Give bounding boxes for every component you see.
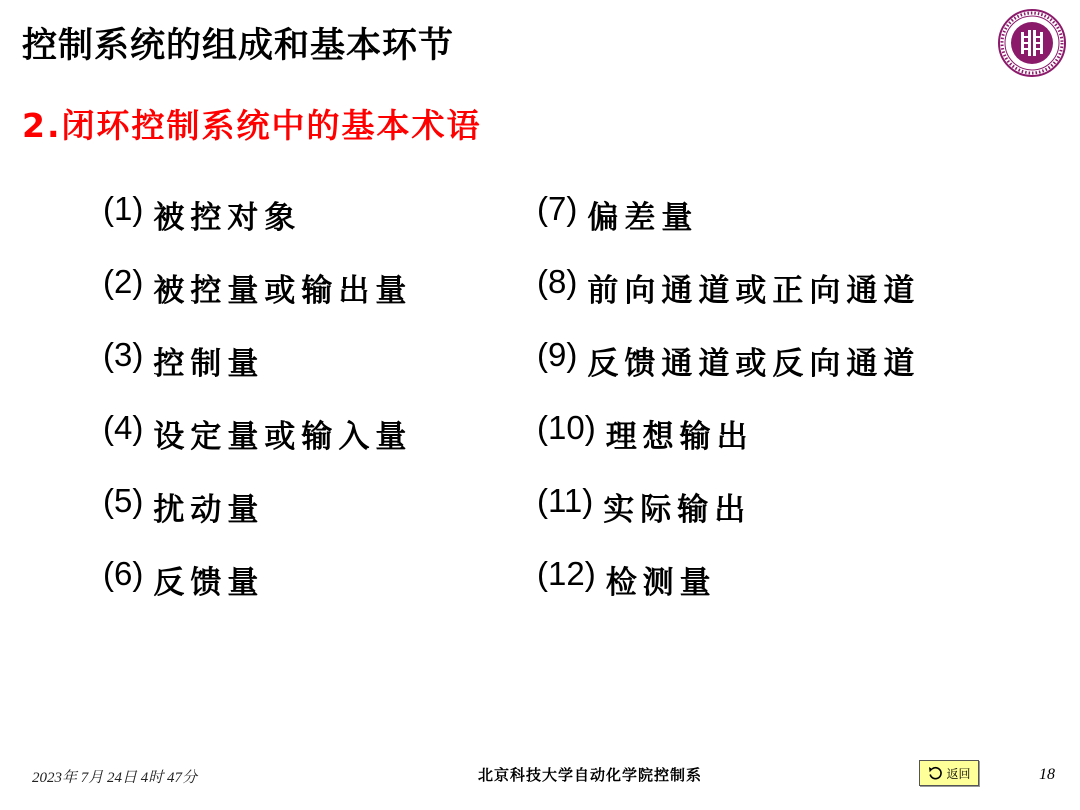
term-item bbox=[537, 190, 920, 263]
term-item bbox=[537, 555, 920, 628]
term-label: 反馈通道或反向通道 bbox=[587, 346, 921, 382]
term-number: (12) bbox=[537, 555, 596, 592]
term-item bbox=[537, 336, 920, 409]
term-number: (11) bbox=[537, 482, 594, 519]
term-number: (9) bbox=[537, 336, 578, 373]
term-number: (10) bbox=[537, 409, 596, 446]
term-label: 控制量 bbox=[153, 346, 265, 382]
term-item bbox=[103, 555, 412, 628]
term-label: 反馈量 bbox=[153, 565, 265, 601]
term-label: 被控对象 bbox=[153, 200, 302, 236]
term-number: (6) bbox=[103, 555, 144, 592]
term-number: (8) bbox=[537, 263, 578, 300]
term-label: 被控量或输出量 bbox=[153, 273, 413, 309]
page-number: 18 bbox=[1039, 766, 1055, 783]
term-item bbox=[103, 482, 412, 555]
term-label: 理想输出 bbox=[605, 419, 754, 455]
term-number: (7) bbox=[537, 190, 578, 227]
term-number: (1) bbox=[103, 190, 144, 227]
back-button-label: 返回 bbox=[946, 766, 971, 781]
term-item bbox=[103, 190, 412, 263]
term-item bbox=[103, 336, 412, 409]
term-number: (3) bbox=[103, 336, 144, 373]
footer-organization: 北京科技大学自动化学院控制系 bbox=[478, 766, 703, 784]
term-item bbox=[537, 409, 920, 482]
footer-date: 2023年 7月 24日 4时 47分 bbox=[32, 770, 198, 786]
term-number: (4) bbox=[103, 409, 144, 446]
term-list-right bbox=[537, 190, 920, 628]
term-label: 设定量或输入量 bbox=[153, 419, 413, 455]
term-item bbox=[103, 263, 412, 336]
term-item bbox=[103, 409, 412, 482]
back-button[interactable] bbox=[919, 760, 979, 786]
term-number: (2) bbox=[103, 263, 144, 300]
slide-subtitle: 2.闭环控制系统中的基本术语 bbox=[22, 106, 482, 145]
term-label: 偏差量 bbox=[587, 200, 699, 236]
term-label: 前向通道或正向通道 bbox=[587, 273, 921, 309]
term-item bbox=[537, 482, 920, 555]
term-label: 扰动量 bbox=[153, 492, 265, 528]
term-item bbox=[537, 263, 920, 336]
term-label: 实际输出 bbox=[603, 492, 752, 528]
return-arrow-icon bbox=[927, 765, 943, 781]
term-number: (5) bbox=[103, 482, 144, 519]
term-label: 检测量 bbox=[605, 565, 717, 601]
slide-title: 控制系统的组成和基本环节 bbox=[22, 26, 455, 66]
university-seal-icon bbox=[997, 8, 1067, 78]
term-list-left bbox=[103, 190, 412, 628]
